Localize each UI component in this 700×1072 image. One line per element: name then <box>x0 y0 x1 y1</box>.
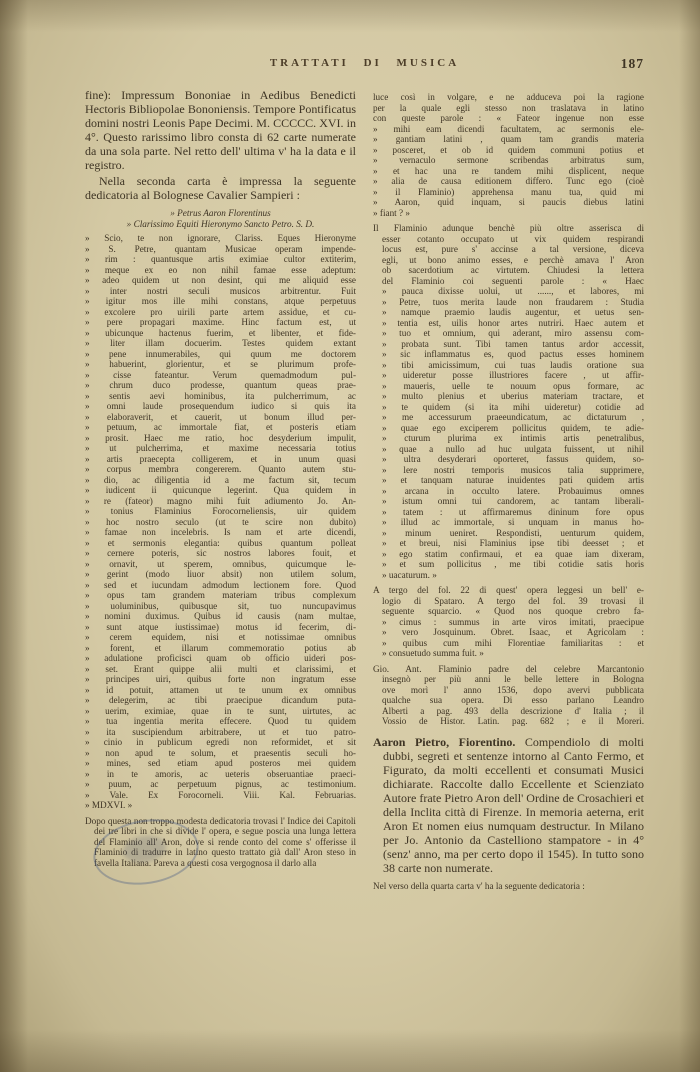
text-line: » et hac una re tandem mihi displicent, neque <box>373 165 644 176</box>
text-line: » mines, sed etiam apud posteros mei quidem <box>85 758 356 769</box>
text-line: » maueris, uelle te nouum opus formare, ac <box>382 380 644 391</box>
text-line: » il Flaminio) apprehensa manu tua, quid mi <box>373 186 644 197</box>
text-line: » corpus membra congererem. Quanto autem stu- <box>85 464 356 475</box>
text-line: » tatem : ut affirmaremus dininum fore opus <box>382 506 644 517</box>
text-line: seguente squarcio. « Quod nos quoque crebro fa- <box>382 606 644 616</box>
editor-note: Dopo questa non troppo modesta dedicatoria trovasi l' Indice dei Capitoli dei tre libri in che si divide l' opera, e segue poscia una lunga lettera del Flaminio all' Aron, dove si rende conto del come s' offerisse il Flaminio di tradurre in latino questo trattato già dall' Aron steso in favella Italiana. Pareva a questi cosa vergognosa il darlo alla <box>85 815 356 868</box>
text-line: » Scio, te non ignorare, Clariss. Eques Hieronyme <box>85 233 356 244</box>
text-line: » cturum plurima ex intimis artis penetralibus, <box>382 433 644 443</box>
dedication-leadin: Nella seconda carta è impressa la seguente dedicatoria al Bolognese Cavalier Sampieri : <box>85 174 356 203</box>
text-line: » quae ego exciperem pollicitus quidem, te adie- <box>382 422 644 433</box>
text-line: » in te amoris, ac ueteris obseruantiae praeci- <box>85 768 356 779</box>
text-line: » artis praecepta colligerem, et in unum quasi <box>85 453 356 464</box>
text-line: » gerint (modo liuor absit) non utilem solum, <box>85 569 356 580</box>
dedication-salutation <box>85 208 356 229</box>
text-line: » set. Erant quippe alii multi et clarissimi, et <box>85 663 356 674</box>
text-line: » illud ac immortale, si unquam in manus ho- <box>382 517 644 527</box>
text-line: » sentis aevi hominibus, ita pulcherrimum, ac <box>85 390 356 401</box>
text-line: » delegerim, ac tibi praecipue dicandum puta- <box>85 695 356 706</box>
text-line: » posceret, et ob id quidem communi potius et <box>373 144 644 155</box>
text-line: » liter illam docuerim. Testes quidem extant <box>85 338 356 349</box>
text-line: » mihi eam dicendi facultatem, ac sermonis ele- <box>373 123 644 134</box>
text-line: » excolere pro uirili parte artem assidue, et cu- <box>85 306 356 317</box>
text-line: » meque ex eo non nihil famae esse adeptum: <box>85 264 356 275</box>
text-line: » pere propagari maxime. Hinc factum est, ut <box>85 317 356 328</box>
text-line: » uoluminibus, quibusque sit, tuo nuncupavimus <box>85 600 356 611</box>
text-line: » nomini duximus. Quibus id causis (nam multae, <box>85 611 356 622</box>
text-line: » dio, ac diligentia id a me factum sit, tecum <box>85 474 356 485</box>
text-line: con queste parole : « Fateor ingenue non esse <box>373 113 644 123</box>
text-line: » prosit. Haec me ratio, hoc desyderium impulit, <box>85 432 356 443</box>
text-line: » elaboraverit, et cauerit, ut bonum illud per- <box>85 411 356 422</box>
text-line: » cisse fateantur. Verum quemadmodum pul- <box>85 369 356 380</box>
text-line: » id potuit, attamen ut te unum ex omnibus <box>85 684 356 695</box>
text-line: » Petrus Aaron Florentinus <box>170 208 271 219</box>
text-line: » minum ueniret. Respondisti, uenturum quidem, <box>382 527 644 538</box>
text-line: » quibus cum mihi Florentiae familiaritas : et <box>382 637 644 648</box>
text-line: » rim : quantusque artis eximiae cultor extiterim, <box>85 254 356 265</box>
text-line: » sic inflammatus es, quod pactus esses hominem <box>382 349 644 359</box>
entry-author: Aaron Pietro, Fiorentino. <box>373 734 516 749</box>
text-line: » ita suscipiendum arbitrabere, ut et tuo patro- <box>85 726 356 737</box>
text-line: Il Flaminio adunque benchè più oltre asserisca di <box>373 223 644 233</box>
left-column <box>85 89 356 868</box>
text-line: » istum omni tui candorem, ac tantam liberali- <box>382 496 644 506</box>
text-line: » omni laude prosequendum iudico si quis ita <box>85 401 356 412</box>
text-line: » hoc nostro seculo (ut te scire non dubito) <box>85 516 356 527</box>
text-line: » fiant ? » <box>373 207 410 218</box>
text-line: » inter nostri seculi musicos arbitrentur. Fuit <box>85 285 356 296</box>
text-line: » Vale. Ex Forocorneli. Viii. Kal. Februarias. <box>85 789 356 800</box>
text-line: » et sermonis elegantia: quibus quantum polleat <box>85 537 356 548</box>
text-line: » cinio in publicum egredi non reformidet, et sit <box>85 737 356 748</box>
text-line: » alia de causa editionem differo. Tunc ego (cioè <box>373 176 644 186</box>
text-line: » cernere poteris, sic nostros labores fouit, et <box>85 548 356 559</box>
text-line: » ornavit, ut sperem, omnibus, quicumque le- <box>85 558 356 569</box>
text-line: » iudicent ii quicunque legerint. Qua quidem in <box>85 485 356 496</box>
text-line: esser cotanto occupato ut vix quidem respirandi <box>382 233 644 244</box>
text-line: Alberti a pag. 493 della descrizione d' Italia ; il <box>382 705 644 716</box>
text-line: » forent, et illarum commemoratio potius ab <box>85 642 356 653</box>
catalog-entry <box>373 735 644 875</box>
running-title: TRATTATI DI MUSICA <box>269 57 460 69</box>
book-page <box>0 57 700 891</box>
text-line: » consuetudo summa fuit. » <box>382 648 484 658</box>
text-line: » adulatione proficisci quam ob officio uideri pos- <box>85 653 356 664</box>
text-line: » principes uiri, quibus forte non ingratum esse <box>85 674 356 685</box>
text-line: » ut pulcherrima, et maxime necessaria totius <box>85 443 356 454</box>
text-line: » pene innumerabiles, qui quum me doctorem <box>85 348 356 359</box>
dedication-quote <box>85 233 356 811</box>
text-line: » ego statim confirmaui, et ea quae iam dixeram, <box>382 548 644 559</box>
text-line: » multo plenius et uberius materiam tractare, et <box>382 391 644 401</box>
text-line: » probata sunt. Tibi tamen tantus ardor accessit, <box>382 338 644 349</box>
text-line: » igitur mos ille mihi constans, atque perpetuus <box>85 296 356 307</box>
text-line: » arcana in occulto latere. Probauimus omnes <box>382 485 644 496</box>
flaminio-letter-note <box>373 223 644 580</box>
entry-description: Compendiolo di molti dubbi, segreti et sentenze intorno al Canto Fermo, et Figurato, da molti eccellenti et consumati Musici dichiarate. Raccolte dallo Eccellente et Scienziato Autore frate Pietro Aron dell' Ordine de Crosachieri et della Inclita città di Firenze. In memoria aeterna, erit Aron Et nomen eius numquam destructur. In Milano per Jo. Antonio da Castelliono stampatore - in 4° (senz' anno, ma per certo dopo il 1545). In tutto sono 38 carte non numerate. <box>383 734 644 875</box>
text-line: » habuerint, glorientur, et se plurimum profe- <box>85 359 356 370</box>
text-line: » sed et iucundam admodum lectionem fore. Quod <box>85 579 356 590</box>
text-line: » ultra desyderari oporteret, fassus quidem, so- <box>382 454 644 464</box>
page-header <box>85 57 644 75</box>
text-line: » et breui, nisi Flaminius ipse tibi deesset ; et <box>382 538 644 548</box>
text-line: per la quale egli stesso non traslatava in latino <box>373 102 644 113</box>
text-line: » vernaculo sermone scribendas arbitratus sum, <box>373 155 644 165</box>
text-line: ob sacerdotium ac virtutem. Chiudesi la lettera <box>382 265 644 275</box>
text-line: » pauca dixisse uolui, ut ......, et labores, mi <box>382 286 644 296</box>
page-number: 187 <box>620 56 644 71</box>
text-line: » non apud te solum, et praesentis seculi ho- <box>85 747 356 758</box>
text-line: luce così in volgare, e ne adduceva poi la ragione <box>373 92 644 102</box>
text-line: » opus tam grandem materiam tribus complexum <box>85 590 356 601</box>
text-line: » re (fateor) magno mihi fuit adiumento Jo. An- <box>85 495 356 506</box>
text-line: » et tanquam naturae inuidentes pati quidem artis <box>382 475 644 485</box>
text-line: » S. Petre, quantam Musicae operam impende- <box>85 243 356 254</box>
text-line: » me accessurum praeeundicatum, ac dictaturum , <box>382 412 644 422</box>
right-column <box>373 89 644 891</box>
text-line: » tonius Flaminius Forocorneliensis, uir quidem <box>85 506 356 517</box>
text-line: » tuo et omnium, qui aderant, miro assensu com- <box>382 328 644 338</box>
text-line: » puum, ac perpetuum pignus, ac testimonium. <box>85 779 356 790</box>
text-line: » sunt atque iustissimae) motus id fecerim, di- <box>85 621 356 632</box>
text-line: » uideretur posse illustriores facere , ut affir- <box>382 370 644 380</box>
text-line: insegnò per più anni le belle lettere in Bologna <box>382 674 644 684</box>
text-line: Vossio de Histor. Latin. pag. 682 ; e il Moreri. <box>382 716 644 726</box>
flaminio-bio <box>373 664 644 727</box>
text-line: » cimus : summus in arte viros imitati, praecipue <box>382 616 644 627</box>
text-line: » uerim, eximiae, quae in te sunt, uirtutes, ac <box>85 705 356 716</box>
continuation-quote <box>373 92 644 218</box>
text-line: » Petre, tuos merita laude non fraudarem : Studia <box>382 296 644 307</box>
text-line: » vero Josquinum. Obret. Isaac, et Agricolam : <box>382 627 644 637</box>
text-line: » uacaturum. » <box>382 569 437 580</box>
text-line: A tergo del fol. 22 di quest' opera leggesi un bell' e- <box>373 585 644 595</box>
text-line: » chrum duco prodesse, quantum queas prae- <box>85 380 356 391</box>
text-line: » quae a nullo ad huc uulgata fuissent, ut nihil <box>382 443 644 454</box>
text-line: ove morì l' anno 1536, dopo avervi pubblicata <box>382 684 644 695</box>
text-line: del Flaminio coi seguenti parole : « Haec <box>382 275 644 286</box>
text-line: » MDXVI. » <box>85 800 133 811</box>
text-line: qualche sua opera. Di esso parlano Leandro <box>382 695 644 705</box>
text-line: » tibi amicissimum, cui tuas laudis oratione sua <box>382 359 644 370</box>
text-line: locus est, pure s' accinse a tal versione, diceva <box>382 244 644 254</box>
entry-continuation: fine): Impressum Bononiae in Aedibus Benedicti Hectoris Bibliopolae Bononiensis. Tempore Pontificatus domini nostri Leonis Pape Decimi. M. CCCCC. XVI. in 4°. Questo rarissimo libro consta di 62 carte numerate da una sola parte. Nel retto dell' ultima v' ha la data e il registro. <box>85 88 356 172</box>
text-line: » gantiam latini , quam tam grandis materia <box>373 134 644 144</box>
text-line: » petuum, ac immortale fiat, et posteris etiam <box>85 422 356 433</box>
spataro-note <box>373 585 644 659</box>
text-line: logio di Spataro. A tergo del fol. 39 trovasi il <box>382 595 644 606</box>
text-line: Gio. Ant. Flaminio padre del celebre Marcantonio <box>373 663 644 674</box>
text-line: » tentia est, uilis honor artes nutriri. Haec autem et <box>382 317 644 328</box>
text-line: egli, ut bono animo esses, e perchè amava l' Aron <box>382 254 644 265</box>
final-note: Nel verso della quarta carta v' ha la seguente dedicatoria : <box>373 880 585 891</box>
text-line: » famae non incelebris. Is nam et arte dicendi, <box>85 527 356 538</box>
text-line: » tua ingentia merita effecere. Quod tu quidem <box>85 716 356 727</box>
text-line: » cerem equidem, nisi et notissimae omnibus <box>85 632 356 643</box>
text-line: » et sum pollicitus , me tibi cotidie satis horis <box>382 559 644 569</box>
text-line: » Clarissimo Equiti Hieronymo Sancto Petro. S. D. <box>126 218 315 229</box>
text-line: » ubicunque hactenus fuerim, et libenter, et fide- <box>85 327 356 338</box>
text-line: » namque praemio laudis augentur, et uetus sen- <box>382 307 644 317</box>
text-line: » adeo quidem ut non desint, qui me aliquid esse <box>85 275 356 286</box>
text-line: » Aaron, quid inquam, si paucis diebus latini <box>373 197 644 207</box>
text-line: » lere nostri temporis musicos talia supprimere, <box>382 464 644 475</box>
text-line: » te quidem (si ita mihi uideretur) cotidie ad <box>382 401 644 412</box>
text-columns <box>85 89 644 891</box>
